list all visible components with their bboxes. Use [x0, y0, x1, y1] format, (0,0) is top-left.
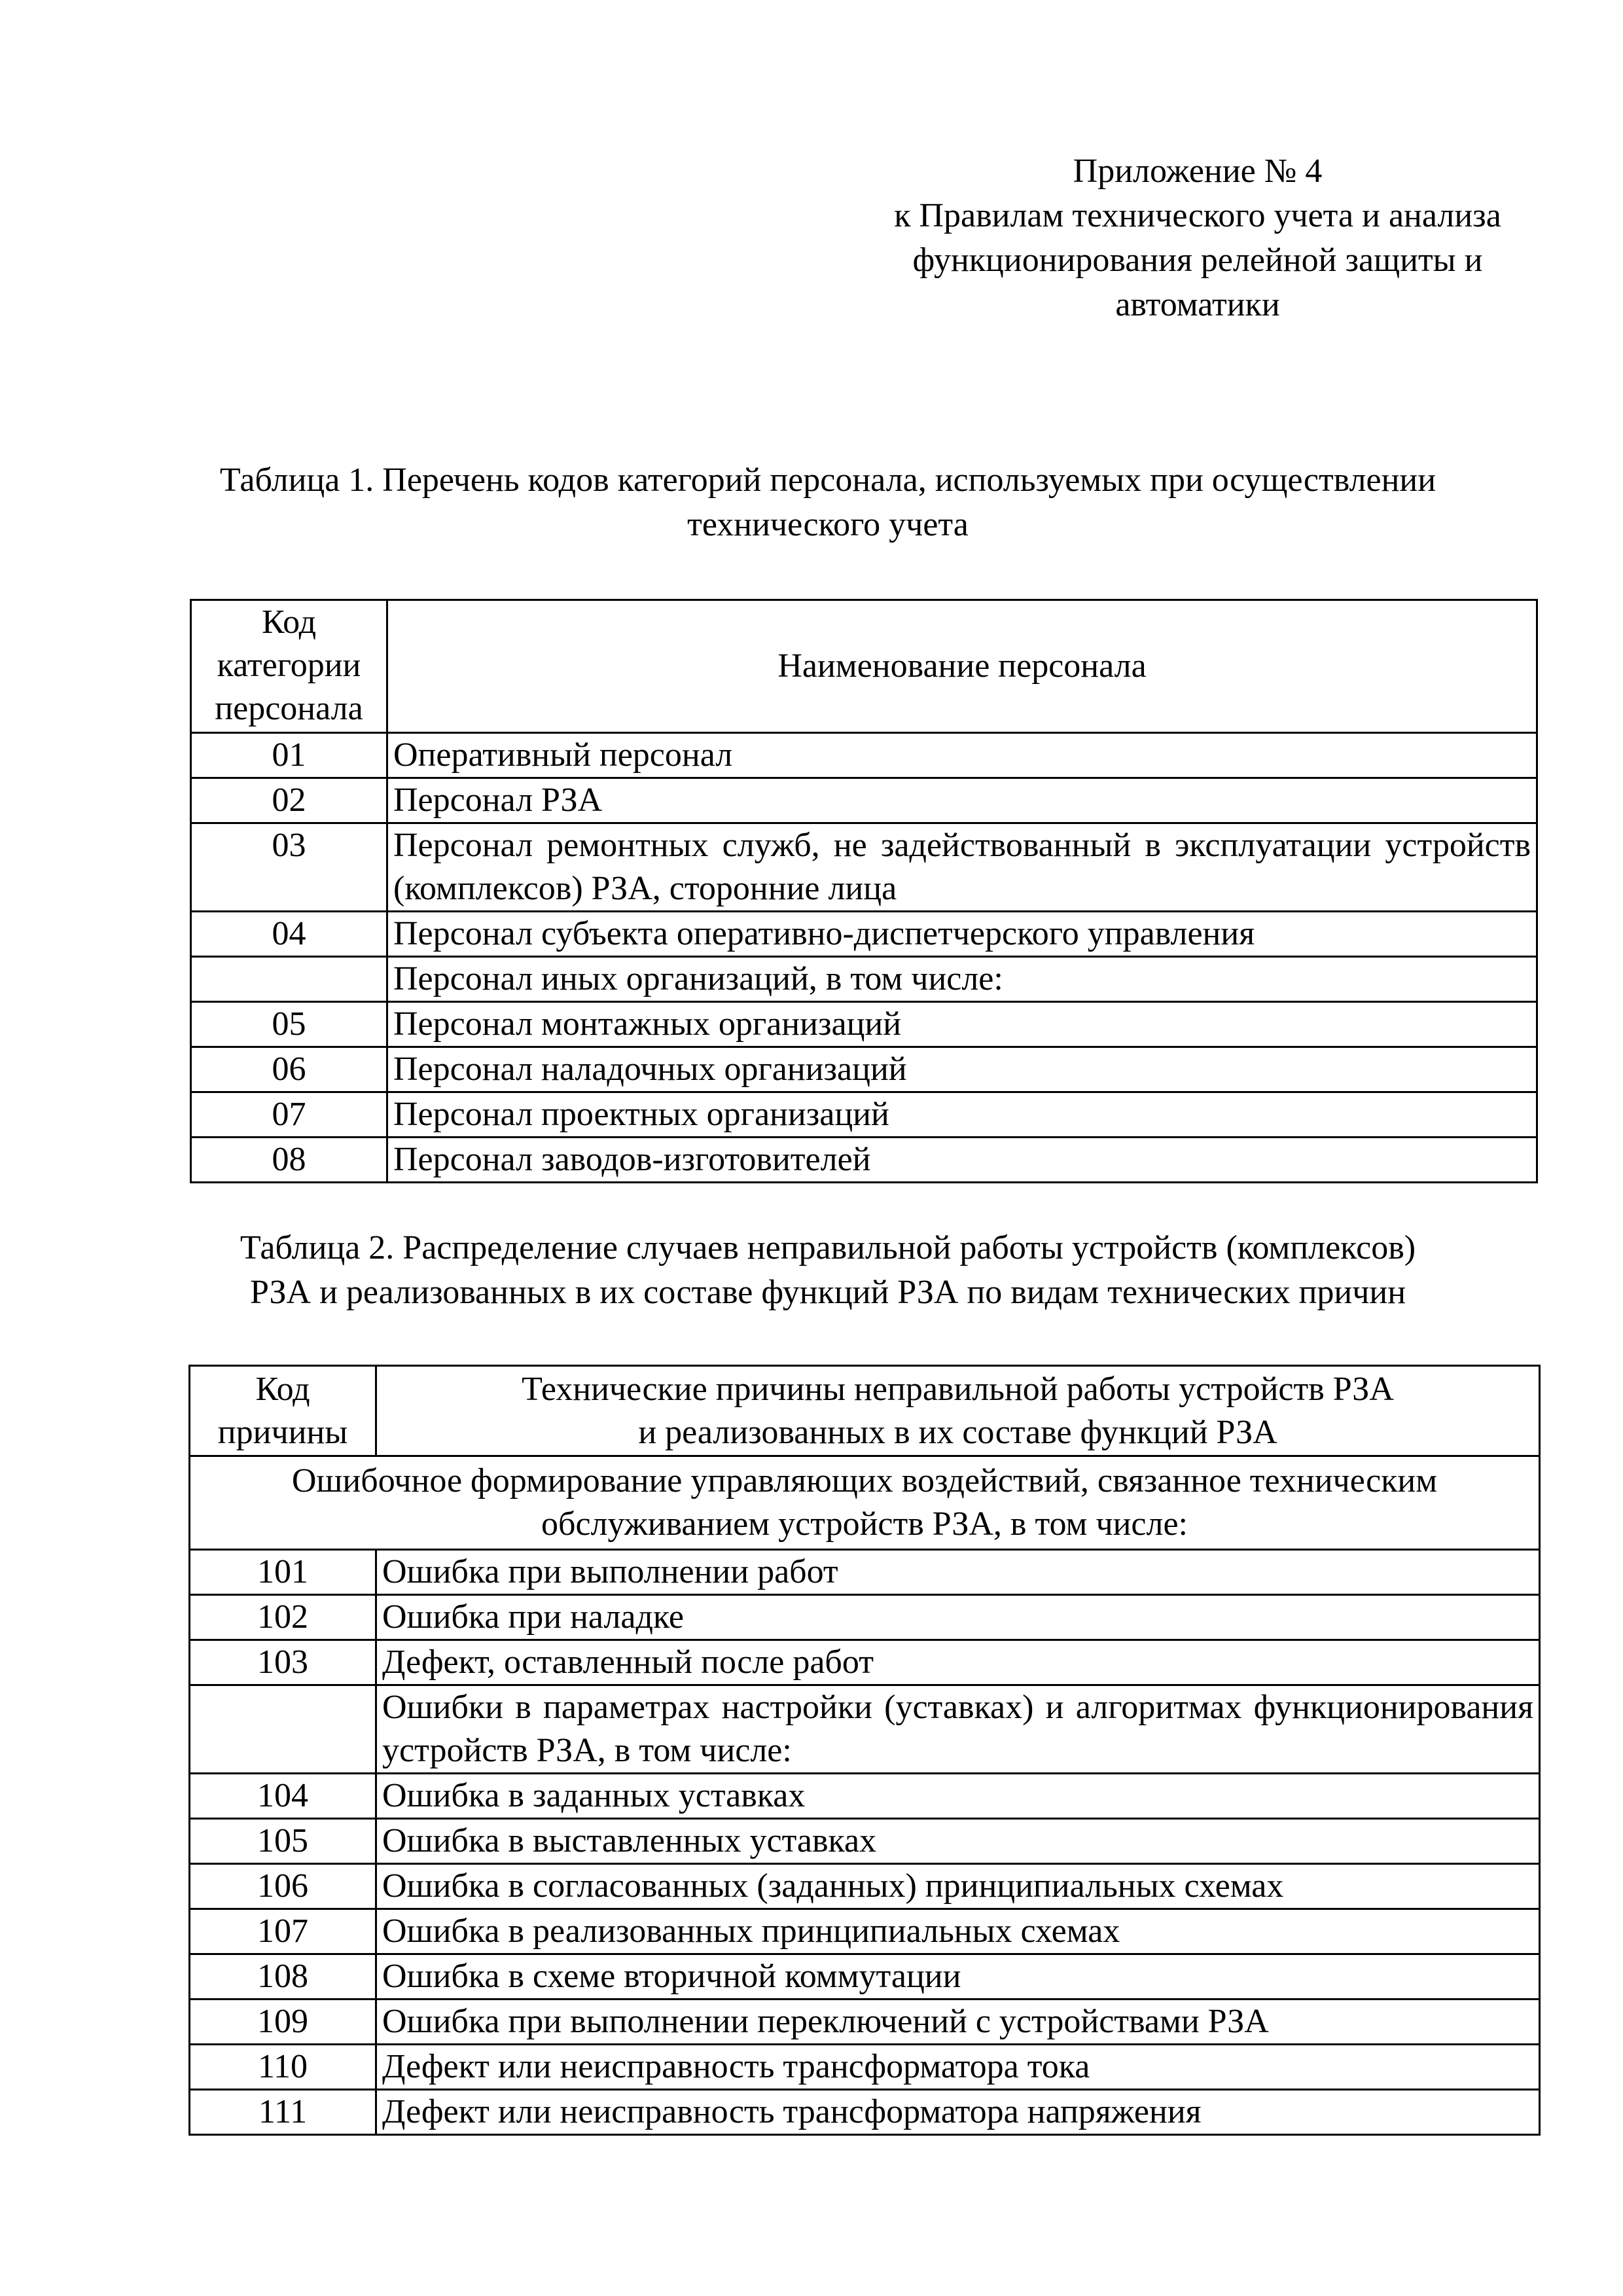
row-name: Оперативный персонал	[387, 733, 1537, 778]
table-header-row	[190, 1366, 1540, 1456]
table-row	[191, 912, 1537, 957]
personnel-codes-table	[190, 599, 1538, 1183]
header-line: причины	[217, 1413, 348, 1451]
table-row	[191, 1138, 1537, 1183]
row-name: Ошибки в параметрах настройки (уставках) и алгоритмах функционирования устройств РЗА, в том числе:	[376, 1685, 1540, 1774]
header-line: Код	[255, 1370, 310, 1408]
appendix-subtitle-line: к Правилам технического учета и анализа	[894, 197, 1501, 234]
row-name: Персонал проектных организаций	[387, 1092, 1537, 1138]
row-code: 02	[191, 778, 387, 823]
cause-column-header	[376, 1366, 1540, 1456]
group-heading-row	[190, 1456, 1540, 1550]
table-row	[190, 2045, 1540, 2090]
row-code: 05	[191, 1002, 387, 1047]
appendix-subtitle-line: функционирования релейной защиты и	[912, 242, 1483, 279]
row-name: Персонал заводов-изготовителей	[387, 1138, 1537, 1183]
row-code: 104	[190, 1774, 376, 1819]
header-line: и реализованных в их составе функций РЗА	[638, 1413, 1277, 1451]
row-code: 06	[191, 1047, 387, 1092]
table2-caption	[98, 1226, 1558, 1315]
row-code: 103	[190, 1640, 376, 1685]
table-row	[191, 823, 1537, 912]
table-row	[190, 2000, 1540, 2045]
row-code: 04	[191, 912, 387, 957]
appendix-subtitle-line: автоматики	[1115, 286, 1280, 323]
header-line: Технические причины неправильной работы устройств РЗА	[522, 1370, 1394, 1408]
table-row	[190, 1640, 1540, 1685]
row-code: 106	[190, 1864, 376, 1909]
table-row	[190, 1550, 1540, 1595]
row-name: Дефект или неисправность трансформатора тока	[376, 2045, 1540, 2090]
group-heading-line: обслуживанием устройств РЗА, в том числе:	[541, 1505, 1188, 1543]
table-row	[191, 1047, 1537, 1092]
table1-caption	[98, 458, 1558, 547]
row-name: Ошибка при выполнении работ	[376, 1550, 1540, 1595]
row-name: Персонал ремонтных служб, не задействованный в эксплуатации устройств (комплексов) РЗА, сторонние лица	[387, 823, 1537, 912]
row-name: Дефект или неисправность трансформатора напряжения	[376, 2090, 1540, 2135]
row-name: Персонал субъекта оперативно-диспетчерского управления	[387, 912, 1537, 957]
code-column-header	[191, 600, 387, 733]
table-row	[190, 1774, 1540, 1819]
table2-caption-line: Таблица 2. Распределение случаев неправильной работы устройств (комплексов)	[240, 1229, 1416, 1266]
group-heading	[190, 1456, 1540, 1550]
row-code: 111	[190, 2090, 376, 2135]
row-code: 08	[191, 1138, 387, 1183]
table-row	[190, 1685, 1540, 1774]
row-name: Ошибка в согласованных (заданных) принципиальных схемах	[376, 1864, 1540, 1909]
row-code: 07	[191, 1092, 387, 1138]
row-name: Дефект, оставленный после работ	[376, 1640, 1540, 1685]
code-column-header	[190, 1366, 376, 1456]
row-code: 102	[190, 1595, 376, 1640]
table-header-row	[191, 600, 1537, 733]
technical-causes-table	[188, 1365, 1541, 2136]
row-name: Ошибка при выполнении переключений с устройствами РЗА	[376, 2000, 1540, 2045]
row-code: 03	[191, 823, 387, 912]
header-line: персонала	[215, 690, 363, 727]
row-code: 108	[190, 1954, 376, 2000]
name-column-header: Наименование персонала	[387, 600, 1537, 733]
row-name: Ошибка в выставленных уставках	[376, 1819, 1540, 1864]
row-code: 101	[190, 1550, 376, 1595]
table-row	[191, 1002, 1537, 1047]
row-name: Ошибка в реализованных принципиальных схемах	[376, 1909, 1540, 1954]
row-code: 110	[190, 2045, 376, 2090]
row-name: Персонал монтажных организаций	[387, 1002, 1537, 1047]
table2-caption-line: РЗА и реализованных в их составе функций РЗА по видам технических причин	[249, 1274, 1406, 1311]
table-row	[191, 778, 1537, 823]
table-row	[191, 957, 1537, 1002]
table-row	[190, 1819, 1540, 1864]
group-heading-line: Ошибочное формирование управляющих воздействий, связанное техническим	[291, 1462, 1438, 1499]
table-row	[190, 1864, 1540, 1909]
table1-caption-line: технического учета	[687, 506, 969, 543]
row-code: 105	[190, 1819, 376, 1864]
row-code: 01	[191, 733, 387, 778]
row-code	[191, 957, 387, 1002]
table-row	[190, 1954, 1540, 2000]
table1-caption-line: Таблица 1. Перечень кодов категорий персонала, используемых при осуществлении	[219, 461, 1436, 499]
header-line: Код	[261, 603, 317, 641]
appendix-number: Приложение № 4	[1073, 152, 1323, 190]
row-name: Персонал иных организаций, в том числе:	[387, 957, 1537, 1002]
header-line: категории	[217, 647, 361, 684]
row-code: 109	[190, 2000, 376, 2045]
row-code: 107	[190, 1909, 376, 1954]
row-name: Ошибка в заданных уставках	[376, 1774, 1540, 1819]
table-row	[191, 1092, 1537, 1138]
table-row	[190, 2090, 1540, 2135]
row-name: Персонал РЗА	[387, 778, 1537, 823]
row-name: Ошибка при наладке	[376, 1595, 1540, 1640]
table-row	[190, 1909, 1540, 1954]
appendix-header	[844, 149, 1551, 327]
row-name: Персонал наладочных организаций	[387, 1047, 1537, 1092]
table-row	[191, 733, 1537, 778]
row-code	[190, 1685, 376, 1774]
row-name: Ошибка в схеме вторичной коммутации	[376, 1954, 1540, 2000]
table-row	[190, 1595, 1540, 1640]
